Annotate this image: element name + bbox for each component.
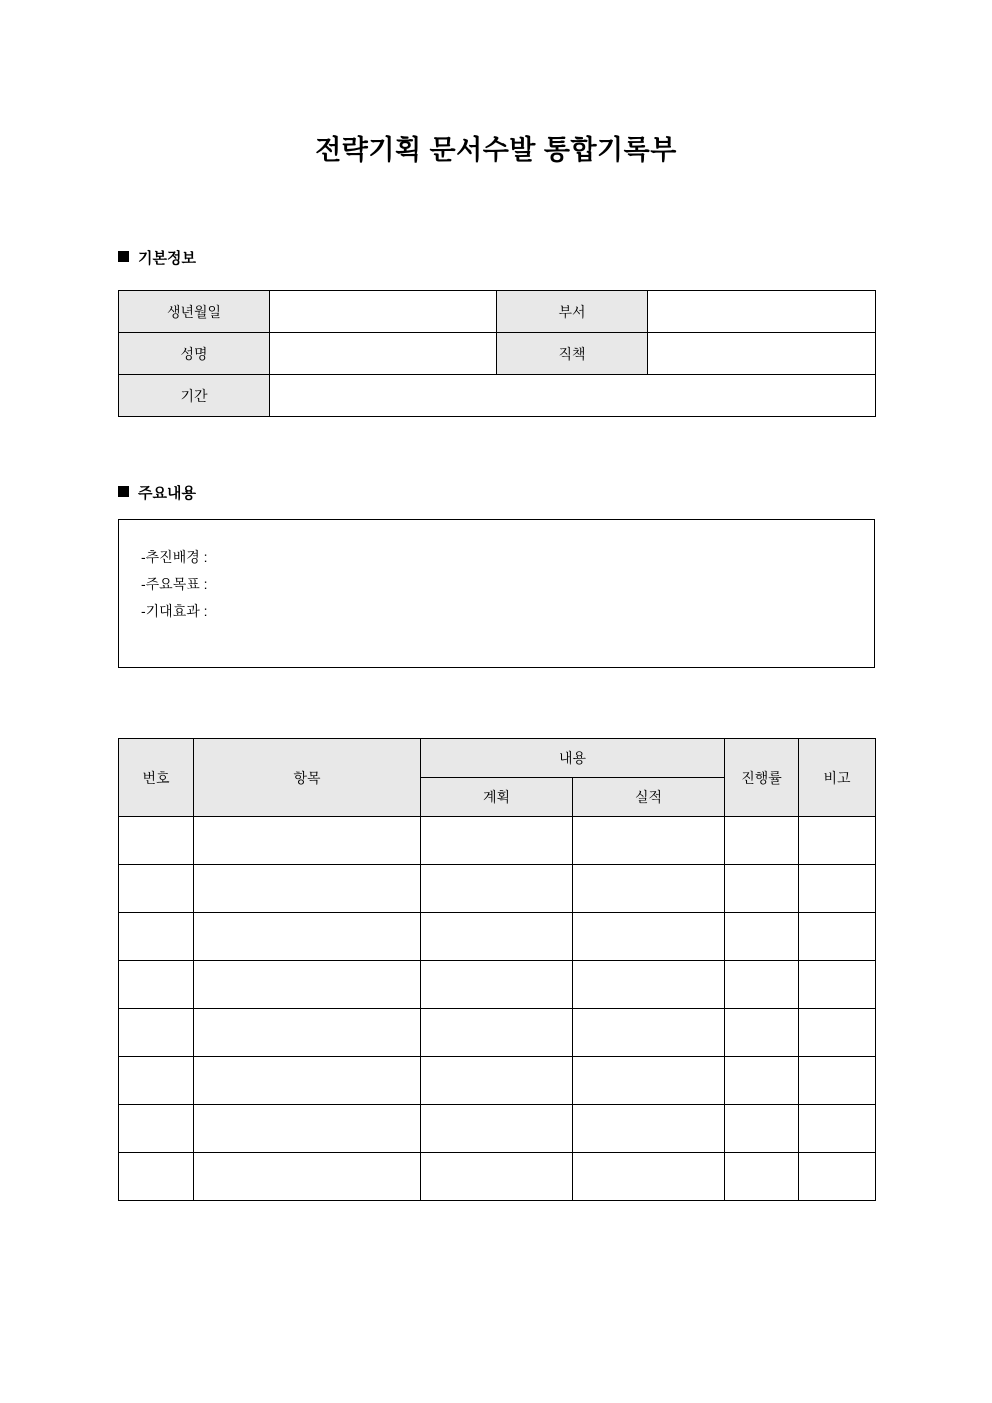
cell-remarks[interactable] (799, 1153, 876, 1201)
cell-actual[interactable] (573, 913, 725, 961)
cell-progress[interactable] (725, 913, 799, 961)
cell-progress[interactable] (725, 865, 799, 913)
cell-remarks[interactable] (799, 1057, 876, 1105)
cell-actual[interactable] (573, 817, 725, 865)
value-name[interactable] (270, 333, 497, 375)
value-birthdate[interactable] (270, 291, 497, 333)
page-title: 전략기획 문서수발 통합기록부 (315, 135, 677, 165)
cell-item[interactable] (194, 961, 421, 1009)
content-line-expected-effect: -기대효과 : (141, 603, 208, 619)
column-header-content-plan: 계획 (421, 778, 573, 817)
basic-info-table (118, 290, 876, 417)
cell-no[interactable] (119, 817, 194, 865)
cell-progress[interactable] (725, 817, 799, 865)
cell-plan[interactable] (421, 1153, 573, 1201)
cell-item[interactable] (194, 1009, 421, 1057)
cell-progress[interactable] (725, 961, 799, 1009)
record-table (118, 738, 876, 1201)
cell-plan[interactable] (421, 817, 573, 865)
cell-item[interactable] (194, 913, 421, 961)
cell-remarks[interactable] (799, 1009, 876, 1057)
table-row (119, 1105, 876, 1153)
cell-progress[interactable] (725, 1105, 799, 1153)
column-header-no: 번호 (119, 739, 194, 817)
main-content-box[interactable] (118, 519, 875, 668)
column-header-remarks: 비고 (799, 739, 876, 817)
cell-plan[interactable] (421, 961, 573, 1009)
table-row (119, 333, 876, 375)
cell-remarks[interactable] (799, 865, 876, 913)
cell-no[interactable] (119, 913, 194, 961)
cell-no[interactable] (119, 1057, 194, 1105)
cell-item[interactable] (194, 1057, 421, 1105)
cell-no[interactable] (119, 1009, 194, 1057)
cell-progress[interactable] (725, 1009, 799, 1057)
square-bullet-icon (118, 251, 129, 262)
cell-plan[interactable] (421, 1009, 573, 1057)
content-line-objective: -주요목표 : (141, 576, 208, 592)
square-bullet-icon (118, 486, 129, 497)
table-row (119, 375, 876, 417)
label-position: 직책 (497, 333, 648, 375)
value-position[interactable] (648, 333, 876, 375)
cell-item[interactable] (194, 1105, 421, 1153)
cell-item[interactable] (194, 817, 421, 865)
label-name: 성명 (119, 333, 270, 375)
table-row (119, 1009, 876, 1057)
cell-remarks[interactable] (799, 1105, 876, 1153)
main-content-lines (119, 520, 874, 625)
value-department[interactable] (648, 291, 876, 333)
cell-no[interactable] (119, 1105, 194, 1153)
cell-actual[interactable] (573, 1153, 725, 1201)
cell-progress[interactable] (725, 1153, 799, 1201)
cell-progress[interactable] (725, 1057, 799, 1105)
cell-no[interactable] (119, 1153, 194, 1201)
cell-plan[interactable] (421, 1105, 573, 1153)
section-heading-basic-info-label: 기본정보 (138, 250, 196, 267)
table-row (119, 817, 876, 865)
cell-plan[interactable] (421, 1057, 573, 1105)
cell-item[interactable] (194, 865, 421, 913)
cell-actual[interactable] (573, 961, 725, 1009)
section-heading-main-content-label: 주요내용 (138, 485, 196, 502)
cell-no[interactable] (119, 865, 194, 913)
label-department: 부서 (497, 291, 648, 333)
table-row (119, 1057, 876, 1105)
table-row (119, 291, 876, 333)
label-birthdate: 생년월일 (119, 291, 270, 333)
cell-remarks[interactable] (799, 913, 876, 961)
label-period: 기간 (119, 375, 270, 417)
cell-remarks[interactable] (799, 817, 876, 865)
cell-actual[interactable] (573, 1009, 725, 1057)
table-header-row (119, 739, 876, 778)
cell-plan[interactable] (421, 913, 573, 961)
cell-actual[interactable] (573, 1105, 725, 1153)
table-row (119, 865, 876, 913)
column-header-progress: 진행률 (725, 739, 799, 817)
value-period[interactable] (270, 375, 876, 417)
content-line-background: -추진배경 : (141, 549, 208, 565)
column-header-content: 내용 (421, 739, 725, 778)
column-header-item: 항목 (194, 739, 421, 817)
cell-plan[interactable] (421, 865, 573, 913)
table-row (119, 1153, 876, 1201)
cell-remarks[interactable] (799, 961, 876, 1009)
table-row (119, 961, 876, 1009)
table-row (119, 913, 876, 961)
cell-actual[interactable] (573, 1057, 725, 1105)
column-header-content-actual: 실적 (573, 778, 725, 817)
cell-no[interactable] (119, 961, 194, 1009)
section-heading-basic-info (118, 249, 196, 269)
cell-actual[interactable] (573, 865, 725, 913)
cell-item[interactable] (194, 1153, 421, 1201)
section-heading-main-content (118, 484, 196, 504)
